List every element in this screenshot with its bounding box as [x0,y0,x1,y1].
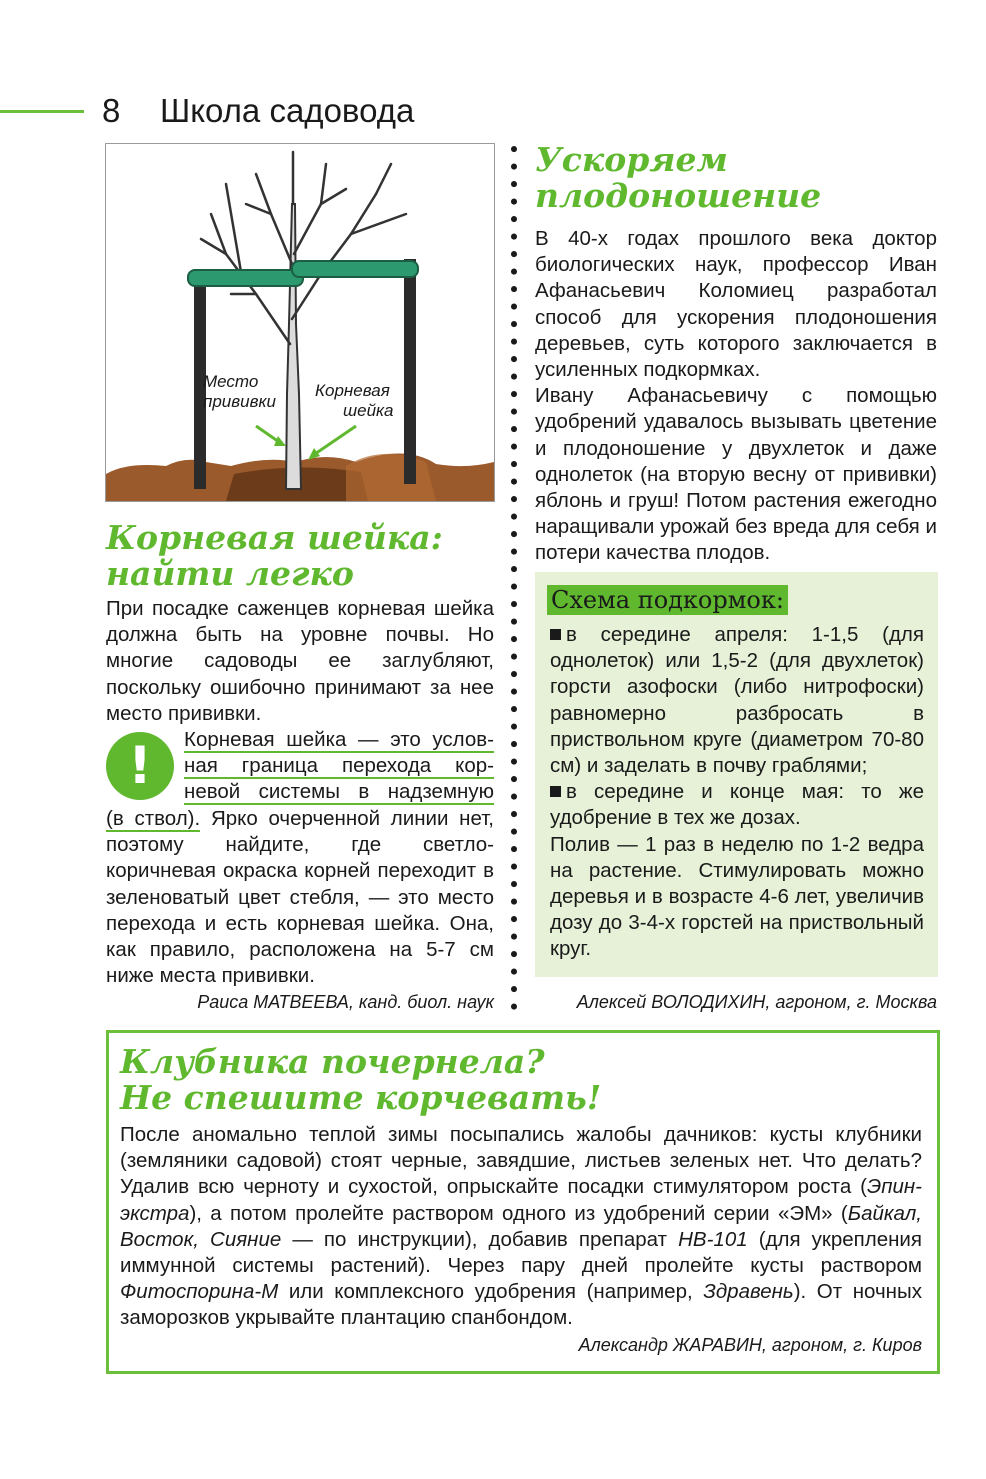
bottom-article-heading [120,1044,920,1116]
scheme-item-1: в середине апреля: 1-1,5 (для однолеток) или 1,5-2 (для двухлеток) горсти азофоски (либо нитрофоски) равномерно разбросать в приствольном круге (диаметром 70-80 см) и заделать в почву граблями; [550,623,924,778]
bottom-heading-line1: Клубника почернела? [120,1042,545,1081]
left-article-heading [106,520,506,592]
exclamation-icon: ! [106,732,174,800]
right-heading-line1: Ускоряем [535,140,728,179]
feeding-scheme-text [550,622,924,963]
label-root-collar-line2: шейка [343,401,394,420]
square-bullet-icon [550,629,561,640]
left-heading-line2: найти легко [106,554,354,593]
note-line4: (в ствол). [106,807,201,830]
left-article-intro: При посадке саженцев корневая шейка должна быть на уровне почвы. Но многие садоводы ее заглубляют, поскольку ошибочно принимают за нее место прививки. [106,597,494,725]
bottom-heading-line2: Не спешите корчевать! [120,1078,602,1117]
feeding-scheme-title: Схема подкормок: [547,585,788,615]
bottom-article-text: После аномально теплой зимы посыпались жалобы дачников: кусты клубники (земляники садовой) стоят черные, завядшие, листьев зеленых нет. Что делать? Удалив всю черноту и сухостой, опрыскайте посадки стимулятором роста (Эпин-экстра), а потом пролейте раствором одного из удобрений серии «ЭМ» (Байкал, Восток, Сияние — по инструкции), добавив препарат НВ-101 (для укрепления иммунной системы растений). Через пару дней пролейте кусты раствором Фитоспорина-М или комплексного удобрения (например, Здравень). От ночных заморозков укрывайте плантацию спанбондом. [120,1123,922,1330]
square-bullet-icon [550,786,561,797]
section-title: Школа садовода [160,92,415,129]
left-signature: Раиса МАТВЕЕВА, канд. биол. наук [197,992,494,1012]
right-heading-line2: плодоношение [535,176,822,215]
right-article-text [535,226,937,567]
right-signature: Алексей ВОЛОДИХИН, агроном, г. Москва [576,992,937,1012]
label-graft-line1: Место [203,372,259,391]
label-root-collar-line1: Корневая [315,381,390,400]
left-note-rest [106,806,494,989]
note-line3: невой системы в надземную [184,780,494,804]
page-number: 8 [102,92,121,129]
tree-drawing [106,144,494,501]
header-rule [0,110,84,113]
left-heading-line1: Корневая шейка: [106,518,443,557]
bottom-signature: Александр ЖАРАВИН, агроном, г. Киров [578,1335,922,1355]
tree-illustration [105,143,495,502]
right-para-2: Ивану Афанасьевичу с помощью удобрений удавалось вызывать цветение и плодоношение у двухлеток и даже однолеток (на вторую весну от прививки) яблонь и груш! Потом растения ежегодно наращивали урожай без вреда для себя и потери качества плодов. [535,384,937,565]
label-graft-line2: прививки [203,392,276,411]
note-rest-text: Ярко очерченной линии нет, поэтому найдите, где светло-коричневая окраска корней переходит в зеленоватый цвет стебля, — это место перехода и есть корневая шейка. Она, как правило, расположена на 5-7 см ниже места прививки. [106,807,495,988]
dotted-divider [505,145,523,1015]
note-line2: ная граница перехода кор- [184,754,494,778]
scheme-watering: Полив — 1 раз в неделю по 1-2 ведра на растение. Стимулировать можно деревья и в возрасте 4-6 лет, увеличив дозу до 3-4-х горстей на приствольный круг. [550,832,924,961]
right-article-heading [535,142,955,214]
left-note-underlined [184,727,494,806]
right-para-1: В 40-х годах прошлого века доктор биологических наук, профессор Иван Афанасьевич Коломиец разработал способ для ускорения плодоношения деревьев, суть которого заключается в усиленных подкормках. [535,227,937,382]
note-line1: Корневая шейка — это услов- [184,728,494,751]
scheme-item-2: в середине и конце мая: то же удобрение в тех же дозах. [550,780,924,830]
